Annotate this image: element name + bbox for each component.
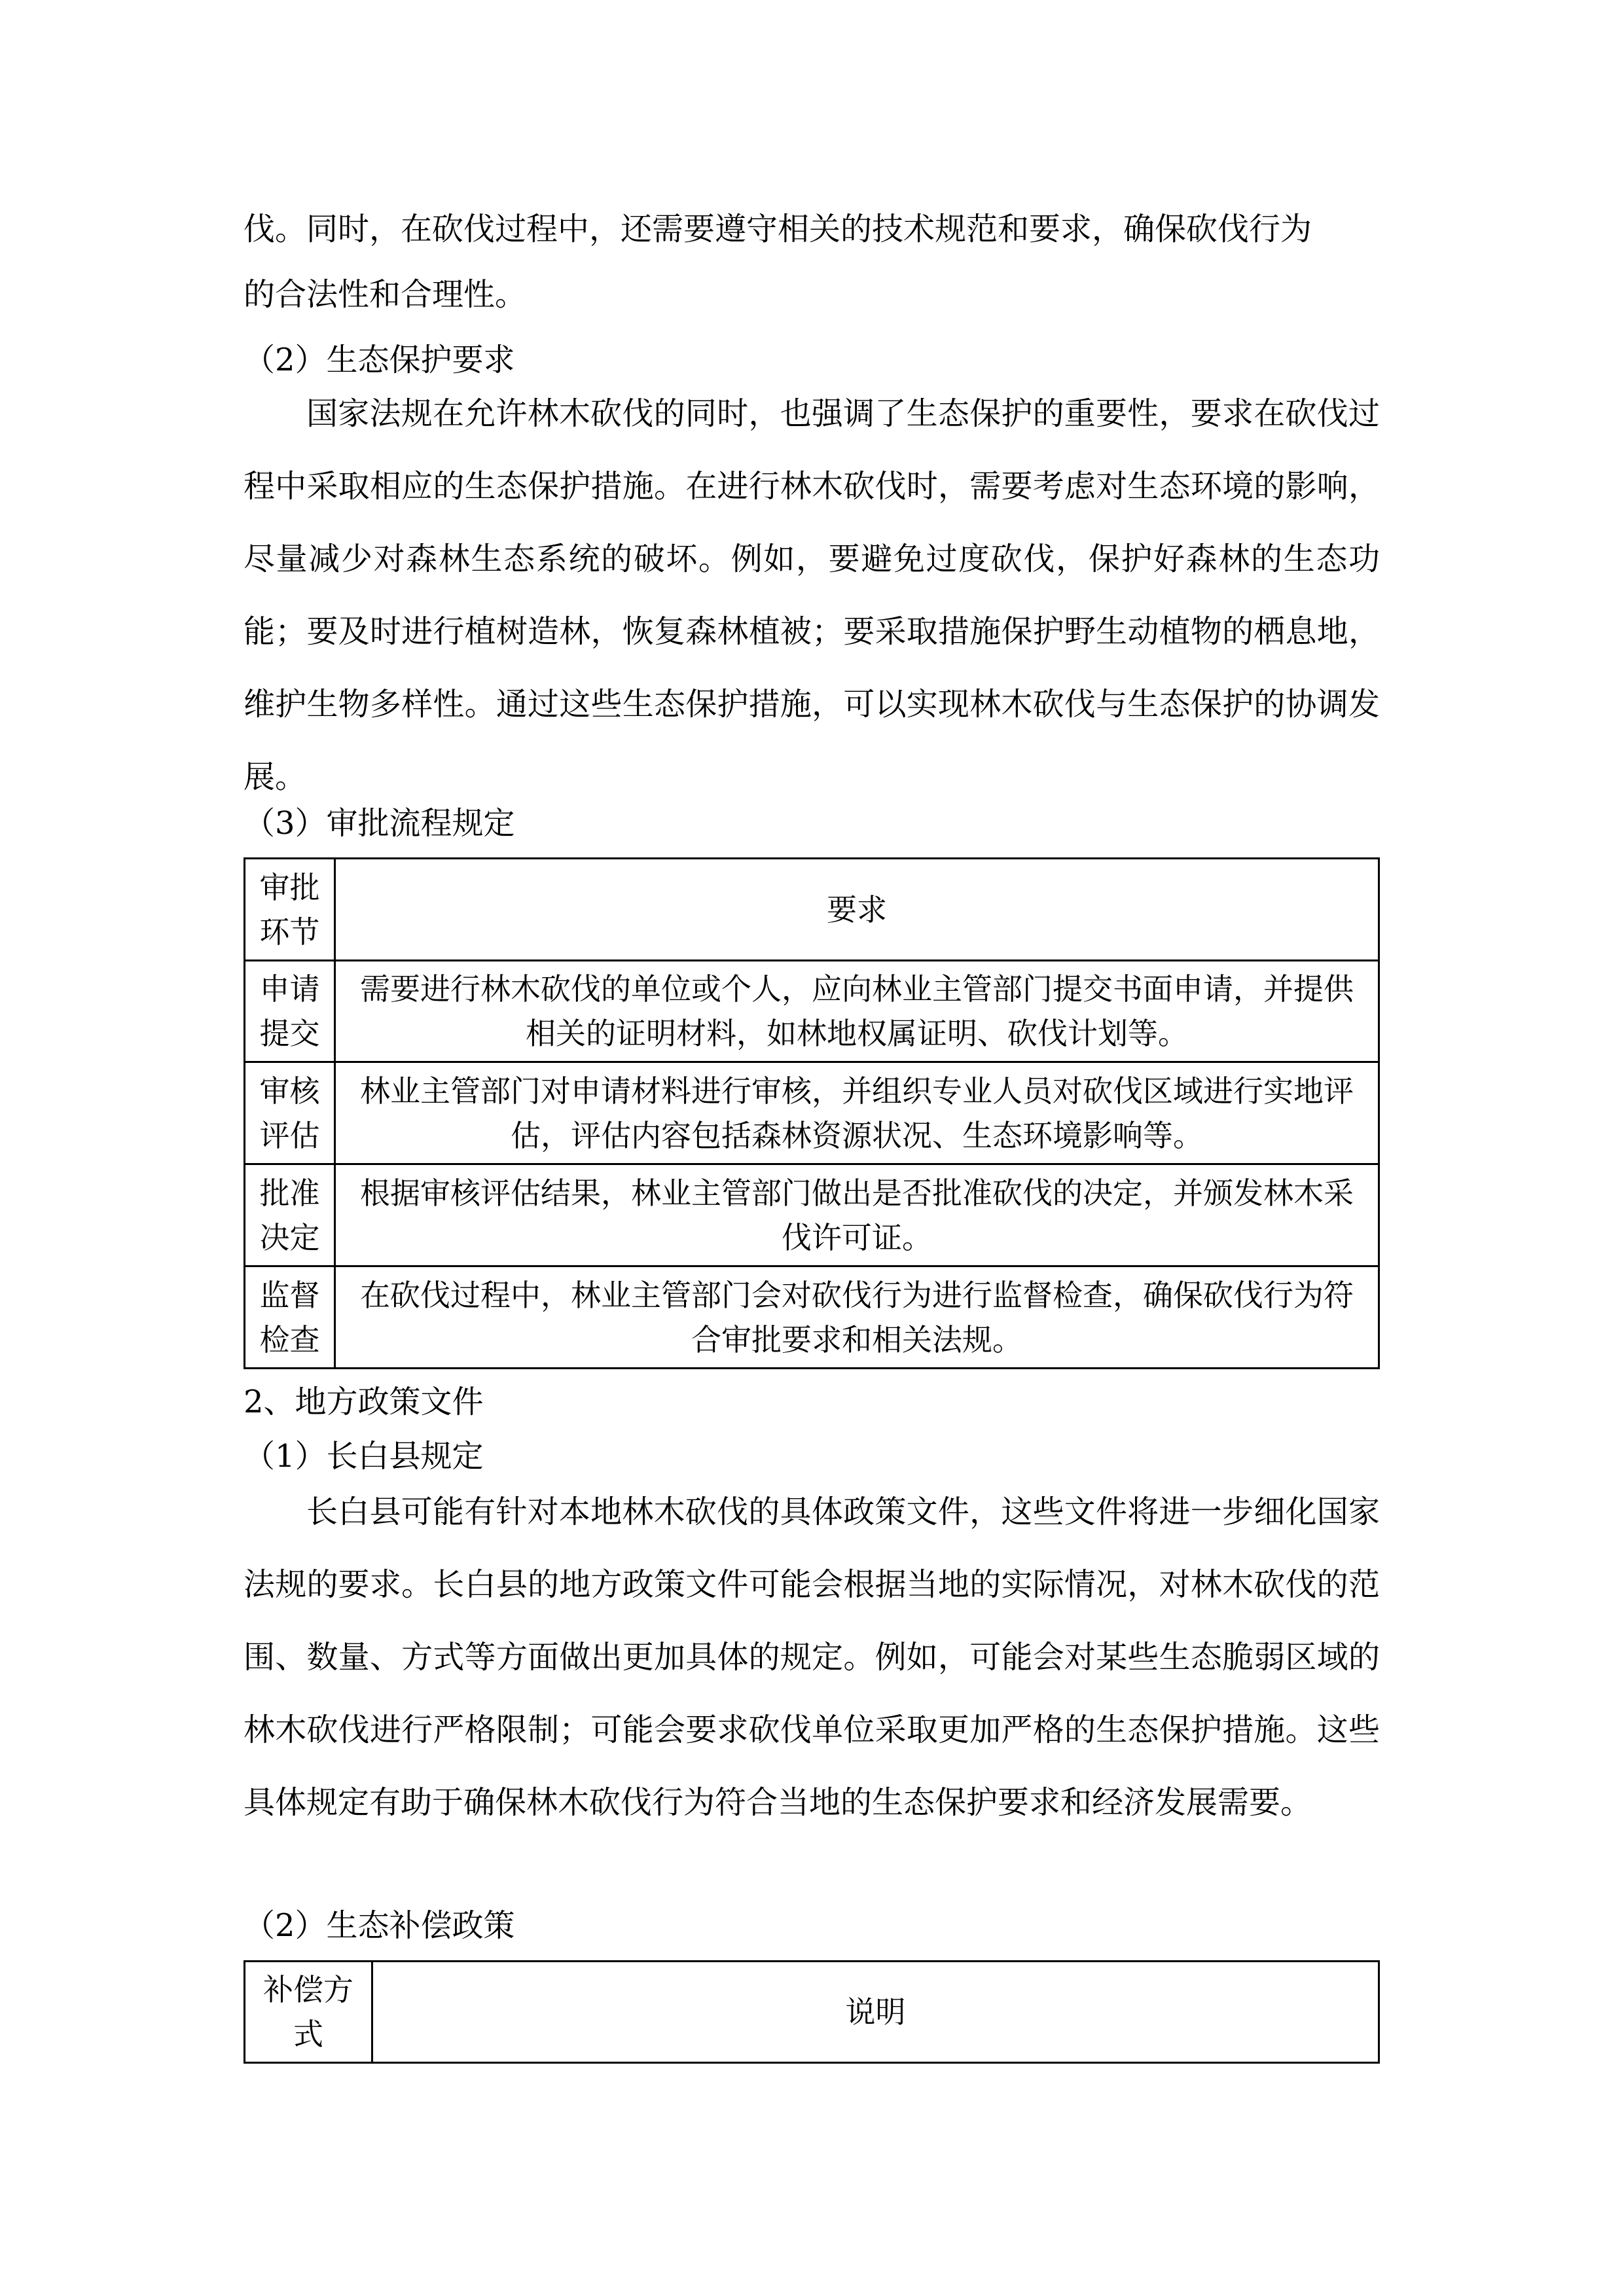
cell-requirement: 根据审核评估结果，林业主管部门做出是否批准砍伐的决定，并颁发林木采伐许可证。 bbox=[335, 1164, 1379, 1266]
cell-step: 审核评估 bbox=[245, 1062, 335, 1164]
cell-requirement: 需要进行林木砍伐的单位或个人，应向林业主管部门提交书面申请，并提供相关的证明材料，如林地权属证明、砍伐计划等。 bbox=[335, 961, 1379, 1062]
header-cell-method: 补偿方式 bbox=[245, 1962, 372, 2063]
intro-line-2: 的合法性和合理性。 bbox=[244, 276, 527, 313]
header-cell-step: 审批环节 bbox=[245, 859, 335, 961]
cell-step: 批准决定 bbox=[245, 1164, 335, 1266]
table-row bbox=[245, 1164, 1379, 1266]
approval-table bbox=[244, 857, 1380, 1369]
table-row bbox=[245, 1062, 1379, 1164]
table-header-row bbox=[245, 859, 1379, 961]
section-heading-approval: （3）审批流程规定 bbox=[244, 805, 515, 842]
header-cell-requirement: 要求 bbox=[335, 859, 1379, 961]
compensation-table bbox=[244, 1960, 1380, 2064]
subheading-changbai: （1）长白县规定 bbox=[244, 1438, 484, 1475]
section-heading-eco: （2）生态保护要求 bbox=[244, 342, 515, 378]
section-heading-local: 2、地方政策文件 bbox=[244, 1384, 484, 1420]
cell-step: 申请提交 bbox=[245, 961, 335, 1062]
intro-line-1: 伐。同时，在砍伐过程中，还需要遵守相关的技术规范和要求，确保砍伐行为 bbox=[244, 211, 1312, 247]
cell-step: 监督检查 bbox=[245, 1266, 335, 1369]
paragraph-eco: 国家法规在允许林木砍伐的同时，也强调了生态保护的重要性，要求在砍伐过程中采取相应的生态保护措施。在进行林木砍伐时，需要考虑对生态环境的影响，尽量减少对森林生态系统的破坏。例如，要避免过度砍伐，保护好森林的生态功能；要及时进行植树造林，恢复森林植被；要采取措施保护野生动植物的栖息地，维护生物多样性。通过这些生态保护措施，可以实现林木砍伐与生态保护的协调发展。 bbox=[244, 395, 1380, 795]
table-header-row bbox=[245, 1962, 1379, 2063]
header-cell-description: 说明 bbox=[372, 1962, 1379, 2063]
cell-requirement: 在砍伐过程中，林业主管部门会对砍伐行为进行监督检查，确保砍伐行为符合审批要求和相关法规。 bbox=[335, 1266, 1379, 1369]
table-row bbox=[245, 1266, 1379, 1369]
cell-requirement: 林业主管部门对申请材料进行审核，并组织专业人员对砍伐区域进行实地评估，评估内容包括森林资源状况、生态环境影响等。 bbox=[335, 1062, 1379, 1164]
paragraph-changbai: 长白县可能有针对本地林木砍伐的具体政策文件，这些文件将进一步细化国家法规的要求。长白县的地方政策文件可能会根据当地的实际情况，对林木砍伐的范围、数量、方式等方面做出更加具体的规定。例如，可能会对某些生态脆弱区域的林木砍伐进行严格限制；可能会要求砍伐单位采取更加严格的生态保护措施。这些具体规定有助于确保林木砍伐行为符合当地的生态保护要求和经济发展需要。 bbox=[244, 1494, 1380, 1821]
table-row bbox=[245, 961, 1379, 1062]
subheading-eco-compensation: （2）生态补偿政策 bbox=[244, 1907, 515, 1944]
